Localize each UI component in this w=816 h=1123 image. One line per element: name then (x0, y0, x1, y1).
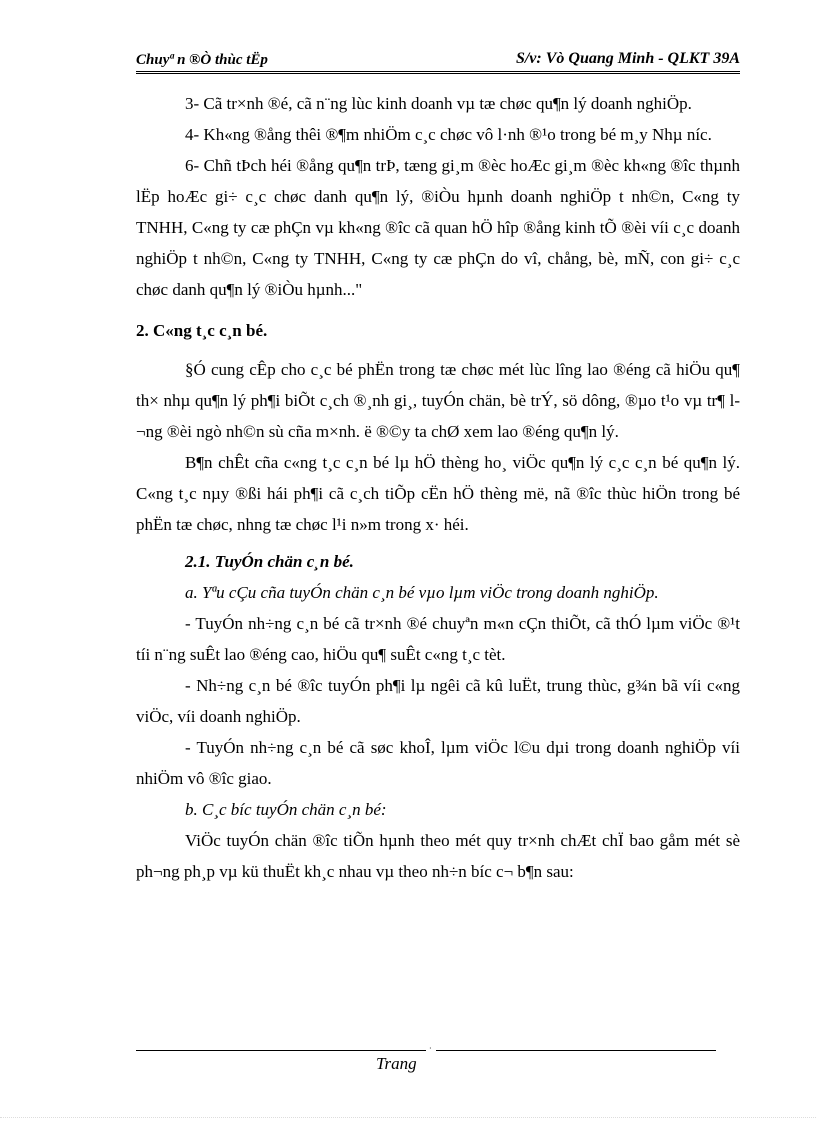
page-body (136, 88, 740, 887)
author-label: S/v: Vò Quang Minh - QLKT 39A (515, 50, 740, 67)
footer-divider-left (136, 1050, 426, 1051)
page-footer-label: Trang (376, 1054, 417, 1073)
bullet-qualification: - TuyÓn nh÷ng c¸n bé cã tr×nh ®é chuyªn m«n cÇn thiÕt, cã thÓ lµm viÖc ®¹t tíi n¨ng suÊt lao ®éng cao, hiÖu qu¶ suÊt c«ng t¸c tèt. (136, 614, 740, 664)
paragraph-procedure: ViÖc tuyÓn chän ®îc tiÕn hµnh theo mét quy tr×nh chÆt chÏ bao gåm mét sè ph¬ng ph¸p vµ kü thuËt kh¸c nhau vµ theo nh÷n bíc c¬ b¶n sau: (136, 831, 740, 881)
bullet-health: - TuyÓn nh÷ng c¸n bé cã søc khoÎ, lµm viÖc l©u dµi trong doanh nghiÖp víi nhiÖm vô ®îc giao. (136, 738, 740, 788)
subheading-b: b. C¸c bíc tuyÓn chän c¸n bé: (185, 800, 387, 819)
paragraph-essence: B¶n chÊt cña c«ng t¸c c¸n bé lµ hÖ thèng ho¸ viÖc qu¶n lý c¸c c¸n bé qu¶n lý. C«ng t¸c nµy ®ßi hái ph¶i cã c¸ch tiÕp cËn hÖ thèng më, nã ®îc thùc hiÖn trong bé phËn tæ chøc, nhng tæ chøc l¹i n»m trong x· héi. (136, 453, 740, 534)
subsection-heading-2-1: 2.1. TuyÓn chän c¸n bé. (185, 552, 354, 571)
footer-dot: · (429, 1044, 432, 1053)
footer-divider-right (436, 1050, 716, 1051)
paragraph-workforce: §Ó cung cÊp cho c¸c bé phËn trong tæ chøc mét lùc lîng lao ®éng cã hiÖu qu¶ th× nhµ qu¶n lý ph¶i biÕt c¸ch ®¸nh gi¸, tuyÓn chän, bè trÝ, sö dông, ®µo t¹o vµ tr¶ l¬ng ®èi ngò nh©n sù cña m×nh. ë ®©y ta chØ xem lao ®éng qu¶n lý. (136, 360, 740, 441)
paragraph-requirement-4: 4- Kh«ng ®ång thêi ®¶m nhiÖm c¸c chøc vô l·nh ®¹o trong bé m¸y Nhµ níc. (185, 125, 712, 144)
paragraph-requirement-3: 3- Cã tr×nh ®é, cã n¨ng lùc kinh doanh vµ tæ chøc qu¶n lý doanh nghiÖp. (185, 94, 692, 113)
paragraph-requirement-6: 6- Chñ tÞch héi ®ång qu¶n trÞ, tæng gi¸m ®èc hoÆc gi¸m ®èc kh«ng ®îc thµnh lËp hoÆc gi÷ c¸c chøc danh qu¶n lý, ®iÒu hµnh doanh nghiÖp t nh©n, C«ng ty TNHH, C«ng ty cæ phÇn vµ kh«ng ®îc cã quan hÖ hîp ®ång kinh tÕ ®èi víi c¸c doanh nghiÖp t nh©n, C«ng ty TNHH, C«ng ty cæ phÇn do vî, chång, bè, mÑ, con gi÷ c¸c chøc danh qu¶n lý ®iÒu hµnh..." (136, 156, 740, 299)
bullet-discipline: - Nh÷ng c¸n bé ®îc tuyÓn ph¶i lµ ngêi cã kû luËt, trung thùc, g¾n bã víi c«ng viÖc, víi doanh nghiÖp. (136, 676, 740, 726)
page-bottom-edge (0, 1117, 816, 1118)
document-title: Chuyª n ®Ò thùc tËp (136, 52, 268, 68)
subheading-a: a. Yªu cÇu cña tuyÓn chän c¸n bé vµo lµm viÖc trong doanh nghiÖp. (185, 583, 659, 602)
page-header (136, 50, 740, 70)
section-heading-2: 2. C«ng t¸c c¸n bé. (136, 321, 268, 340)
header-divider (136, 71, 740, 75)
